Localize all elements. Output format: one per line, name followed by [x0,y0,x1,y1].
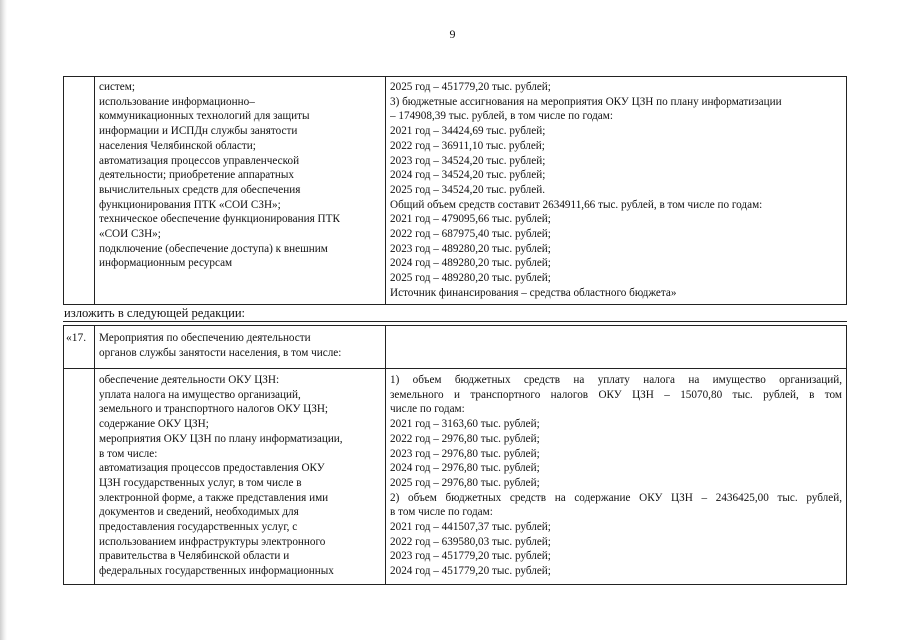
cell-line: подключение (обеспечение доступа) к внешним [99,242,328,255]
cell-line: автоматизация процессов предоставления ОКУ [99,462,325,475]
page-number: 9 [449,27,456,41]
cell-line: Источник финансирования – средства областного бюджета» [390,286,677,299]
row-number-cell: «17. [64,326,95,368]
cell-line: деятельности; приобретение аппаратных [99,169,294,182]
cell-line: 2025 год – 451779,20 тыс. рублей; [390,81,551,93]
divider [63,321,847,322]
cell-line: функционирования ПТК «СОИ СЗН»; [99,198,281,211]
cell-line: 2025 год – 34524,20 тыс. рублей. [390,183,545,196]
cell-line: предоставления государственных услуг, с [99,521,298,534]
cell-line: информационным ресурсам [99,257,233,270]
cell-line: – 174908,39 тыс. рублей, в том числе по годам: [390,110,613,123]
funding-cell [386,369,846,585]
cell-line: 1) объем бюджетных средств на уплату налога на имущество организаций, [390,374,842,386]
cell-line: уплата налога на имущество организаций, [99,388,301,401]
cell-line: 2021 год – 34424,69 тыс. рублей; [390,125,546,138]
cell-line: автоматизация процессов управленческой [99,154,300,167]
cell-line: электронной форме, а также представления ими [99,491,329,504]
cell-line: 2022 год – 639580,03 тыс. рублей; [390,535,551,548]
cell-line: 2025 год – 489280,20 тыс. рублей; [390,272,551,285]
cell-line: «СОИ СЗН»; [99,228,161,241]
cell-line: ЦЗН государственных услуг, в том числе в [99,476,302,489]
cell-line: коммуникационных технологий для защиты [99,110,310,123]
table-header-row [64,326,846,369]
cell-line: использованием инфраструктуры электронного [99,535,326,548]
table-row [64,369,846,585]
row-number-cell [64,369,95,585]
cell-line: 2024 год – 451779,20 тыс. рублей; [390,565,551,578]
cell-line: использование информационно– [99,95,255,108]
cell-line: 2024 год – 34524,20 тыс. рублей; [390,169,546,182]
cell-line: 2023 год – 451779,20 тыс. рублей; [390,550,551,563]
cell-line: обеспечение деятельности ОКУ ЦЗН: [99,374,280,386]
header-funding-cell [386,326,846,368]
table-row [64,77,846,304]
cell-line: земельного и транспортного налогов ОКУ ЦЗН – 15070,80 тыс. рублей, в том [390,388,842,401]
row-number-cell [64,77,95,304]
cell-line: систем; [99,81,135,93]
cell-line: 2) объем бюджетных средств на содержание ОКУ ЦЗН – 2436425,00 тыс. рублей, [390,491,842,504]
activities-cell [95,369,386,585]
cell-line: Общий объем средств составит 2634911,66 тыс. рублей, в том числе по годам: [390,198,763,211]
cell-line: содержание ОКУ ЦЗН; [99,418,209,431]
cell-line: 2024 год – 2976,80 тыс. рублей; [390,462,540,475]
cell-line: правительства в Челябинской области и [99,550,290,563]
cell-line: мероприятия ОКУ ЦЗН по плану информатизации, [99,432,343,445]
cell-line: органов службы занятости населения, в том числе: [99,346,342,359]
cell-line: вычислительных средств для обеспечения [99,183,301,196]
cell-line: населения Челябинской области; [99,139,256,152]
cell-line: 2021 год – 479095,66 тыс. рублей; [390,213,551,226]
funding-cell [386,77,846,304]
header-cell [95,326,386,368]
cell-line: 2021 год – 3163,60 тыс. рублей; [390,418,540,431]
cell-line: 3) бюджетные ассигнования на мероприятия ОКУ ЦЗН по плану информатизации [390,95,782,108]
cell-line: 2023 год – 489280,20 тыс. рублей; [390,242,551,255]
funding-table-new [63,325,847,585]
cell-line: документов и сведений, необходимых для [99,506,299,519]
cell-line: Мероприятия по обеспечению деятельности [99,332,311,344]
cell-line: в том числе по годам: [390,506,493,519]
cell-line: 2023 год – 2976,80 тыс. рублей; [390,447,540,460]
cell-line: 2023 год – 34524,20 тыс. рублей; [390,154,546,167]
cell-line: земельного и транспортного налогов ОКУ ЦЗН; [99,403,329,416]
cell-line: 2022 год – 687975,40 тыс. рублей; [390,228,551,241]
activities-cell [95,77,386,304]
cell-line: информации и ИСПДн службы занятости [99,125,298,138]
funding-table-previous [63,76,847,305]
cell-line: 2021 год – 441507,37 тыс. рублей; [390,521,551,534]
cell-line: техническое обеспечение функционирования ПТК [99,213,340,226]
cell-line: числе по годам: [390,403,465,416]
edit-instruction: изложить в следующей редакции: [64,306,246,320]
cell-line: в том числе: [99,447,158,460]
cell-line: 2022 год – 36911,10 тыс. рублей; [390,139,545,152]
cell-line: федеральных государственных информационных [99,565,334,578]
cell-line: 2024 год – 489280,20 тыс. рублей; [390,257,551,270]
scan-edge-shadow [0,0,7,640]
cell-line: 2022 год – 2976,80 тыс. рублей; [390,432,540,445]
cell-line: 2025 год – 2976,80 тыс. рублей; [390,476,540,489]
